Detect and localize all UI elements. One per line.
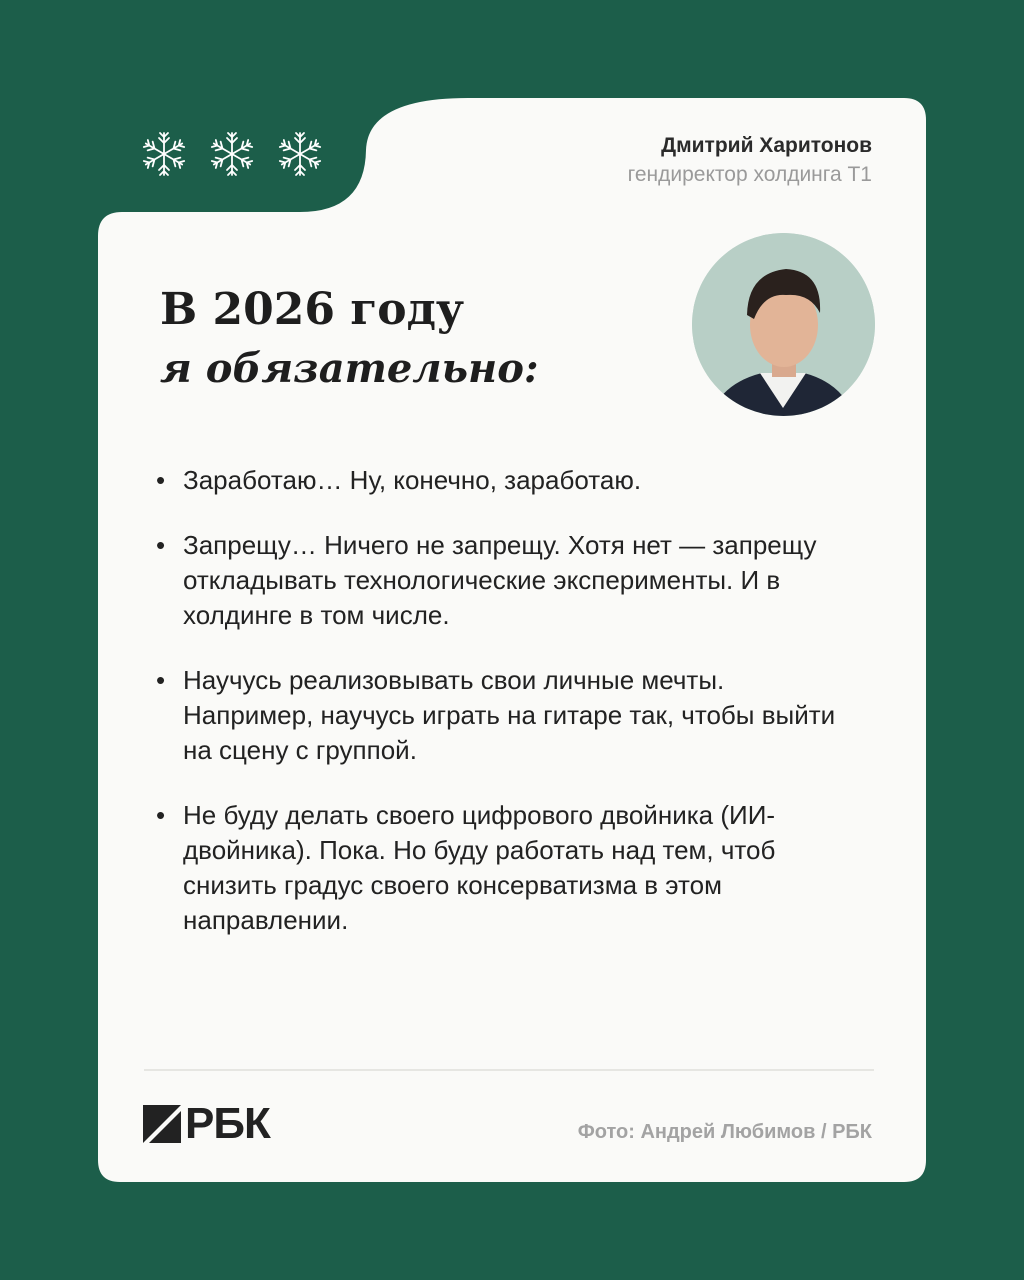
list-item-text: Научусь реализовывать свои личные мечты. Например, научусь играть на гитаре так, чтобы выйти на сцену с группой. bbox=[183, 665, 836, 765]
photo-credit: Фото: Андрей Любимов / РБК bbox=[577, 1121, 872, 1143]
snowflake-icon bbox=[276, 130, 324, 178]
list-item bbox=[156, 463, 856, 498]
list-item-text: Заработаю… Ну, конечно, заработаю. bbox=[183, 465, 642, 495]
list-item-text: Не буду делать своего цифрового двойника (ИИ-двойника). Пока. Но буду работать над тем, чтоб снизить градус своего консерватизма в этом направлении. bbox=[183, 800, 776, 935]
bullet-marker: • bbox=[156, 665, 166, 695]
author-name: Дмитрий Харитонов bbox=[661, 134, 872, 157]
headline bbox=[160, 280, 539, 398]
rbc-logo-text: РБК bbox=[185, 1099, 270, 1148]
headline-title: В 2026 году bbox=[160, 284, 465, 335]
author-role: гендиректор холдинга Т1 bbox=[627, 163, 872, 186]
bullet-marker: • bbox=[156, 530, 166, 560]
author-block bbox=[628, 132, 872, 190]
snowflake-icon bbox=[208, 130, 256, 178]
rbc-logo bbox=[143, 1099, 270, 1148]
list-item bbox=[156, 798, 856, 938]
list-item-text: Запрещу… Ничего не запрещу. Хотя нет — запрещу откладывать технологические эксперименты. И в холдинге в том числе. bbox=[183, 530, 817, 630]
avatar bbox=[692, 233, 875, 416]
bullet-list bbox=[156, 463, 856, 968]
list-item bbox=[156, 663, 856, 768]
portrait-illustration bbox=[692, 233, 875, 416]
headline-subtitle: я обязательно: bbox=[160, 345, 539, 392]
snowflake-decoration bbox=[140, 130, 324, 178]
bullet-marker: • bbox=[156, 800, 166, 830]
list-item bbox=[156, 528, 856, 633]
snowflake-icon bbox=[140, 130, 188, 178]
rbc-logo-icon bbox=[143, 1105, 181, 1143]
footer-divider bbox=[144, 1069, 874, 1071]
bullet-marker: • bbox=[156, 465, 166, 495]
